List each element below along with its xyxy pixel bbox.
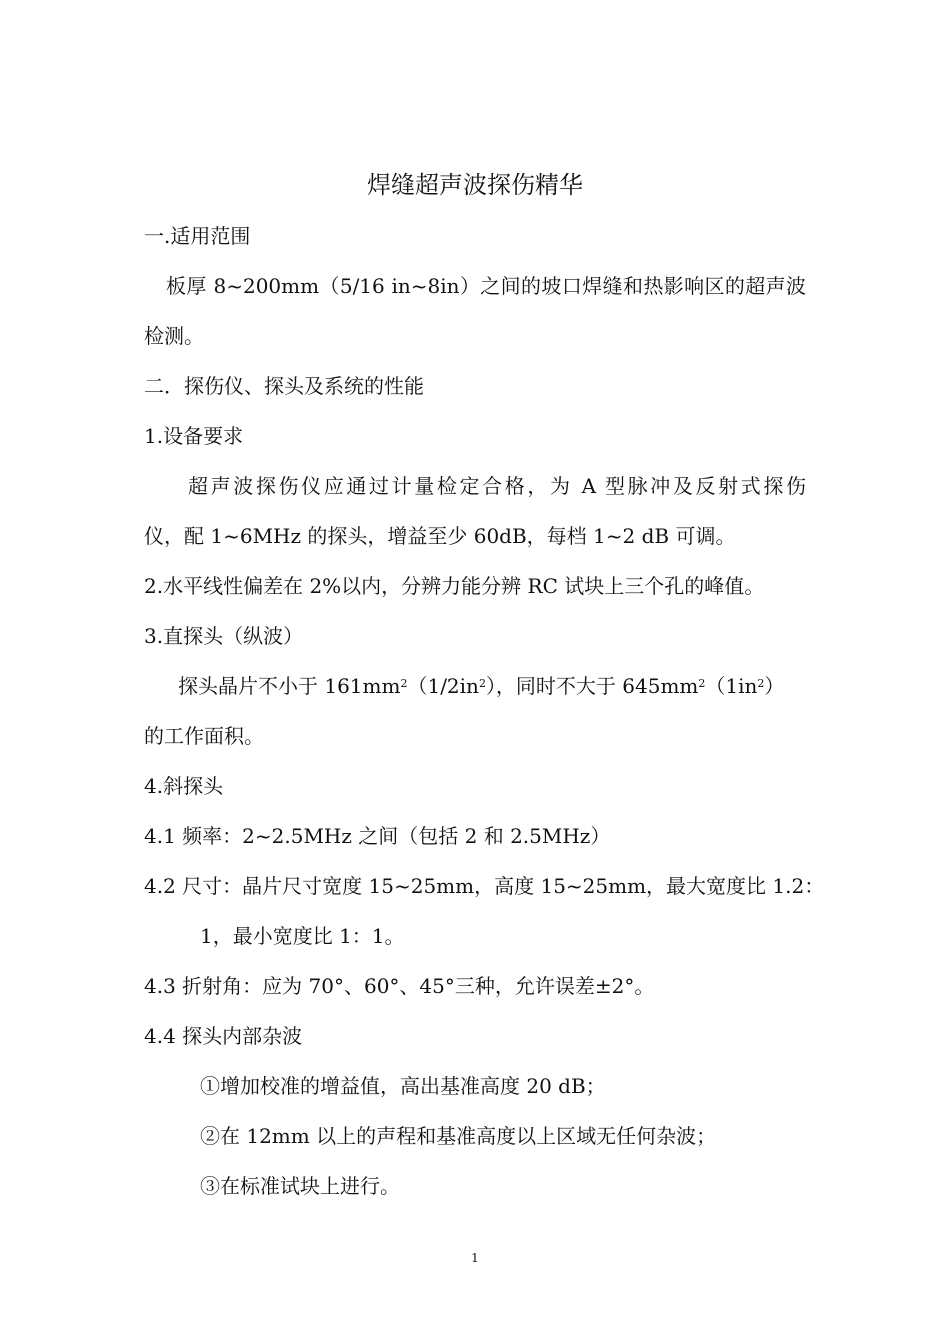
list-item: ③在标准试块上进行。 — [200, 1174, 400, 1198]
item-size-continued: 1，最小宽度比 1：1。 — [200, 924, 405, 948]
page-number: 1 — [471, 1251, 479, 1265]
list-item: ②在 12mm 以上的声程和基准高度以上区域无任何杂波； — [200, 1124, 717, 1148]
subheading-straight-probe: 3.直探头（纵波） — [144, 624, 304, 648]
item-refraction-angle: 4.3 折射角：应为 70°、60°、45°三种，允许误差±2°。 — [144, 974, 655, 998]
superscript: 2 — [757, 677, 765, 690]
list-item: ①增加校准的增益值，高出基准高度 20 dB； — [200, 1074, 606, 1098]
paragraph-line: 板厚 8~200mm（5/16 in~8in）之间的坡口焊缝和热影响区的超声波 — [166, 274, 806, 298]
paragraph-line-crystal-area — [178, 672, 806, 700]
section-heading-equipment: 二．探伤仪、探头及系统的性能 — [144, 374, 424, 398]
text-segment: ），同时不大于 645mm — [485, 674, 699, 698]
superscript: 2 — [400, 677, 408, 690]
superscript: 2 — [698, 677, 706, 690]
text-segment: ） — [764, 674, 785, 698]
item-size: 4.2 尺寸：晶片尺寸宽度 15~25mm，高度 15~25mm，最大宽度比 1.2： — [144, 874, 825, 898]
superscript: 2 — [478, 677, 486, 690]
item-internal-noise: 4.4 探头内部杂波 — [144, 1024, 303, 1048]
paragraph-line: 仪，配 1~6MHz 的探头，增益至少 60dB，每档 1~2 dB 可调。 — [144, 524, 736, 548]
paragraph-line: 检测。 — [144, 324, 204, 348]
subheading-linearity: 2.水平线性偏差在 2%以内，分辨力能分辨 RC 试块上三个孔的峰值。 — [144, 574, 765, 598]
item-frequency: 4.1 频率：2~2.5MHz 之间（包括 2 和 2.5MHz） — [144, 824, 611, 848]
text-segment: （1in — [705, 674, 758, 698]
subheading-equipment-requirements: 1.设备要求 — [144, 424, 244, 448]
subheading-angle-probe: 4.斜探头 — [144, 774, 224, 798]
paragraph-line: 的工作面积。 — [144, 724, 264, 748]
document-title: 焊缝超声波探伤精华 — [367, 171, 583, 199]
text-segment: （1/2in — [407, 674, 479, 698]
text-segment: 探头晶片不小于 161mm — [178, 674, 401, 698]
section-heading-scope: 一.适用范围 — [144, 224, 251, 248]
paragraph-line: 超声波探伤仪应通过计量检定合格，为 A 型脉冲及反射式探伤 — [188, 474, 806, 498]
